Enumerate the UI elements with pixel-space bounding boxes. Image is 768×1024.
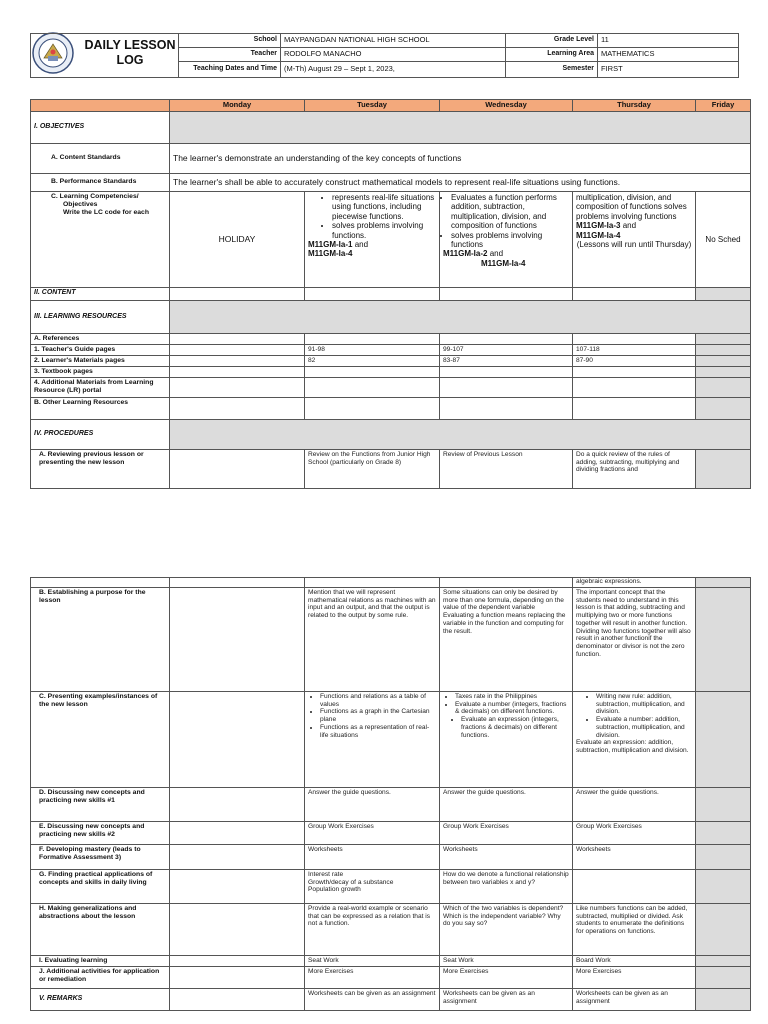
purpose-label: B. Establishing a purpose for the lesson xyxy=(31,587,170,691)
or-mon xyxy=(170,397,305,419)
or-tue xyxy=(305,397,440,419)
am-tue xyxy=(305,377,440,397)
teacher-value: RODOLFO MANACHO xyxy=(281,48,506,62)
mastery-label: F. Developing mastery (leads to Formative Assessment 3) xyxy=(31,844,170,869)
header-corner xyxy=(31,100,170,112)
semester-label: Semester xyxy=(506,62,598,78)
other-resources-label: B. Other Learning Resources xyxy=(31,397,170,419)
examples-thursday: • Writing new rule: addition, subtraction, multiplication, and division. • Evaluate a number: addition, subtraction, multiplication, and division. Evaluate an expression: addition, subtraction, multiplication and division. xyxy=(573,691,696,787)
reviewing-tuesday: Review on the Functions from Junior High School (particularly on Grade 8) xyxy=(305,449,440,488)
lm-thursday: 87-90 xyxy=(573,355,696,366)
tg-pages-label: 1. Teacher's Guide pages xyxy=(31,344,170,355)
ref-mon xyxy=(170,333,305,344)
tb-wed xyxy=(440,366,573,377)
discussing-2-label: E. Discussing new concepts and practicing new skills #2 xyxy=(31,821,170,844)
monday-holiday: HOLIDAY xyxy=(170,191,305,287)
am-fri xyxy=(696,377,751,397)
discussing-1-wednesday: Answer the guide questions. xyxy=(440,787,573,821)
ap-thu xyxy=(573,869,696,903)
discussing-1-label: D. Discussing new concepts and practicing new skills #1 xyxy=(31,787,170,821)
main-table-page2 xyxy=(30,577,751,1011)
content-monday xyxy=(170,287,305,300)
purpose-wednesday: Some situations can only be desired by more than one formula, depending on the value of the dependent variable Evaluating a function means replacing the variable in the function and computing for the result. xyxy=(440,587,573,691)
area-label: Learning Area xyxy=(506,48,598,62)
reviewing-thursday-cont: algebraic expressions. xyxy=(573,578,696,588)
purpose-tuesday: Mention that we will represent mathematical relations as machines with an input and an output, and that the output is related to the output by some rule. xyxy=(305,587,440,691)
applications-tuesday: Interest rate Growth/decay of a substance Population growth xyxy=(305,869,440,903)
d2-fri xyxy=(696,821,751,844)
evaluating-thursday: Board Work xyxy=(573,955,696,966)
competencies-label: C. Learning Competencies/ Objectives Write the LC code for each xyxy=(31,191,170,287)
textbook-label: 3. Textbook pages xyxy=(31,366,170,377)
lm-mon xyxy=(170,355,305,366)
examples-tuesday: • Functions and relations as a table of values • Functions as a graph in the Cartesian plane • Functions as a representation of real-life situations xyxy=(305,691,440,787)
am-thu xyxy=(573,377,696,397)
mastery-wednesday: Worksheets xyxy=(440,844,573,869)
generalizations-wednesday: Which of the two variables is dependent? Which is the independent variable? Why do you say so? xyxy=(440,903,573,955)
g-mon xyxy=(170,903,305,955)
ex-fri xyxy=(696,691,751,787)
aa-fri xyxy=(696,966,751,988)
tg-mon xyxy=(170,344,305,355)
reviewing-thursday: Do a quick review of the rules of adding, subtracting, multiplying and dividing fractions and xyxy=(573,449,696,488)
school-value: MAYPANGDAN NATIONAL HIGH SCHOOL xyxy=(281,34,506,48)
day-header-wednesday: Wednesday xyxy=(440,100,573,112)
discussing-1-thursday: Answer the guide questions. xyxy=(573,787,696,821)
content-thursday xyxy=(573,287,696,300)
cont-tue xyxy=(305,578,440,588)
rev-fri xyxy=(696,449,751,488)
content-standards-label: A. Content Standards xyxy=(31,143,170,173)
reviewing-wednesday: Review of Previous Lesson xyxy=(440,449,573,488)
school-label: School xyxy=(179,34,281,48)
pur-mon xyxy=(170,587,305,691)
evaluating-wednesday: Seat Work xyxy=(440,955,573,966)
header-info-table xyxy=(178,33,739,78)
ev-mon xyxy=(170,955,305,966)
additional-thursday: More Exercises xyxy=(573,966,696,988)
d1-fri xyxy=(696,787,751,821)
lm-pages-label: 2. Learner's Materials pages xyxy=(31,355,170,366)
generalizations-label: H. Making generalizations and abstractions about the lesson xyxy=(31,903,170,955)
day-header-thursday: Thursday xyxy=(573,100,696,112)
content-tuesday xyxy=(305,287,440,300)
thursday-competencies: multiplication, division, and composition of functions solves problems involving functions M11GM-Ia-3 and M11GM-Ia-4 (Lessons will run until Thursday) xyxy=(573,191,696,287)
content-standards-text: The learner's demonstrate an understanding of the key concepts of functions xyxy=(170,143,751,173)
or-wed xyxy=(440,397,573,419)
pur-fri xyxy=(696,587,751,691)
remarks-heading: V. REMARKS xyxy=(31,988,170,1010)
additional-activities-label: J. Additional activities for application or remediation xyxy=(31,966,170,988)
cont-mon xyxy=(170,578,305,588)
tb-tue xyxy=(305,366,440,377)
tb-thu xyxy=(573,366,696,377)
discussing-2-wednesday: Group Work Exercises xyxy=(440,821,573,844)
ref-thu xyxy=(573,333,696,344)
remarks-tuesday: Worksheets can be given as an assignment xyxy=(305,988,440,1010)
additional-wednesday: More Exercises xyxy=(440,966,573,988)
generalizations-tuesday: Provide a real-world example or scenario that can be expressed as a relation that is not a function. xyxy=(305,903,440,955)
cont-wed xyxy=(440,578,573,588)
lm-wednesday: 83-87 xyxy=(440,355,573,366)
discussing-2-thursday: Group Work Exercises xyxy=(573,821,696,844)
remarks-wednesday: Worksheets can be given as an assignment xyxy=(440,988,573,1010)
performance-standards-label: B. Performance Standards xyxy=(31,173,170,191)
ref-wed xyxy=(440,333,573,344)
d1-mon xyxy=(170,787,305,821)
evaluating-tuesday: Seat Work xyxy=(305,955,440,966)
ap-mon xyxy=(170,869,305,903)
additional-tuesday: More Exercises xyxy=(305,966,440,988)
header-border xyxy=(30,33,178,78)
cont-fri xyxy=(696,578,751,588)
grade-value: 11 xyxy=(598,34,739,48)
dates-value: (M-Th) August 29 – Sept 1, 2023, xyxy=(281,62,506,78)
objectives-heading: I. OBJECTIVES xyxy=(31,111,170,143)
objectives-band xyxy=(170,111,751,143)
ex-mon xyxy=(170,691,305,787)
am-wed xyxy=(440,377,573,397)
ref-tue xyxy=(305,333,440,344)
am-mon xyxy=(170,377,305,397)
lm-tuesday: 82 xyxy=(305,355,440,366)
cont-label xyxy=(31,578,170,588)
tb-fri xyxy=(696,366,751,377)
mastery-tuesday: Worksheets xyxy=(305,844,440,869)
resources-band xyxy=(170,300,751,333)
d2-mon xyxy=(170,821,305,844)
purpose-thursday: The important concept that the students need to understand in this lesson is that adding, subtracting and multiplying two or more functions together will result in another function. Dividing two functions together will also result in another functionif the denominator or divisor is not the zero function. xyxy=(573,587,696,691)
or-thu xyxy=(573,397,696,419)
tg-wednesday: 99-107 xyxy=(440,344,573,355)
lm-fri xyxy=(696,355,751,366)
day-header-friday: Friday xyxy=(696,100,751,112)
content-wednesday xyxy=(440,287,573,300)
friday-no-sched: No Sched xyxy=(696,191,751,287)
rm-mon xyxy=(170,988,305,1010)
examples-wednesday: • Taxes rate in the Philippines • Evaluate a number (integers, fractions & decimals) on different functions. • Evaluate an expression (integers, fractions & decimals) on different functions. xyxy=(440,691,573,787)
procedures-band xyxy=(170,419,751,449)
teacher-label: Teacher xyxy=(179,48,281,62)
generalizations-thursday: Like numbers functions can be added, subtracted, multiplied or divided. Ask students to enumerate the definitions for operations on functions. xyxy=(573,903,696,955)
mastery-thursday: Worksheets xyxy=(573,844,696,869)
ref-fri xyxy=(696,333,751,344)
tg-fri xyxy=(696,344,751,355)
procedures-heading: IV. PROCEDURES xyxy=(31,419,170,449)
evaluating-label: I. Evaluating learning xyxy=(31,955,170,966)
m-mon xyxy=(170,844,305,869)
m-fri xyxy=(696,844,751,869)
g-fri xyxy=(696,903,751,955)
tb-mon xyxy=(170,366,305,377)
semester-value: FIRST xyxy=(598,62,739,78)
dates-label: Teaching Dates and Time xyxy=(179,62,281,78)
references-label: A. References xyxy=(31,333,170,344)
tg-tuesday: 91-98 xyxy=(305,344,440,355)
resources-heading: III. LEARNING RESOURCES xyxy=(31,300,170,333)
tg-thursday: 107-118 xyxy=(573,344,696,355)
wednesday-competencies: • Evaluates a function performs addition, subtraction, multiplication, division, and composition of functions • solves problems involving functions M11GM-Ia-2 and M11GM-Ia-4 xyxy=(440,191,573,287)
page-title: DAILY LESSON LOG xyxy=(84,38,176,67)
day-header-tuesday: Tuesday xyxy=(305,100,440,112)
ev-fri xyxy=(696,955,751,966)
examples-label: C. Presenting examples/instances of the new lesson xyxy=(31,691,170,787)
rm-fri xyxy=(696,988,751,1010)
area-value: MATHEMATICS xyxy=(598,48,739,62)
or-fri xyxy=(696,397,751,419)
content-heading: II. CONTENT xyxy=(31,287,170,300)
day-header-monday: Monday xyxy=(170,100,305,112)
tuesday-competencies: • represents real-life situations using functions, including piecewise functions. • solves problems involving functions. M11GM-Ia-1 and M11GM-Ia-4 xyxy=(305,191,440,287)
rev-mon xyxy=(170,449,305,488)
ap-fri xyxy=(696,869,751,903)
applications-label: G. Finding practical applications of concepts and skills in daily living xyxy=(31,869,170,903)
discussing-1-tuesday: Answer the guide questions. xyxy=(305,787,440,821)
applications-wednesday: How do we denote a functional relationship between two variables x and y? xyxy=(440,869,573,903)
main-table-page1 xyxy=(30,99,751,489)
grade-label: Grade Level xyxy=(506,34,598,48)
discussing-2-tuesday: Group Work Exercises xyxy=(305,821,440,844)
performance-standards-text: The learner's shall be able to accurately construct mathematical models to represent real-life situations using functions. xyxy=(170,173,751,191)
additional-materials-label: 4. Additional Materials from Learning Resource (LR) portal xyxy=(31,377,170,397)
remarks-thursday: Worksheets can be given as an assignment xyxy=(573,988,696,1010)
reviewing-label: A. Reviewing previous lesson or presenting the new lesson xyxy=(31,449,170,488)
content-friday xyxy=(696,287,751,300)
aa-mon xyxy=(170,966,305,988)
